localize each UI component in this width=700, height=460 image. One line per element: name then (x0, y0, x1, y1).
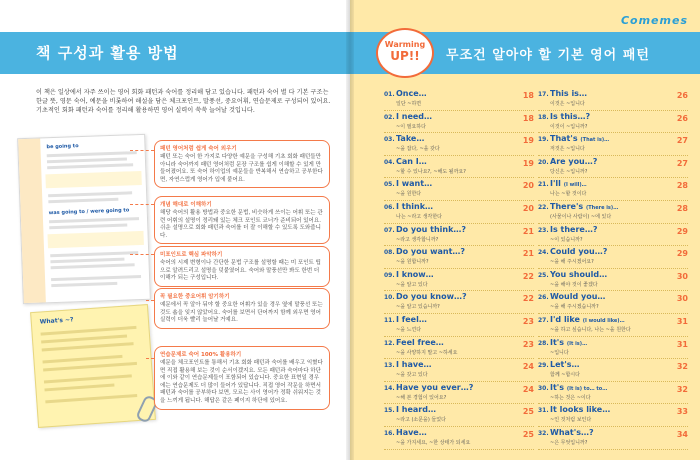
entry-phrase (396, 428, 427, 437)
entry-phrase-sub: (It is) to… to… (566, 385, 608, 392)
entry-number: 07. (384, 226, 395, 234)
entry-page-number: 29 (676, 226, 688, 236)
entry-phrase-main: I need… (396, 111, 433, 121)
entry-phrase-sub: (I would like)… (582, 317, 625, 324)
entry-phrase (396, 270, 434, 279)
entry-page-number: 31 (676, 316, 688, 326)
entry-meaning: ~이 필요하다 (396, 123, 426, 130)
entry-number: 22. (538, 203, 549, 211)
pattern-entry[interactable] (538, 156, 688, 179)
callout-exercise (154, 346, 330, 410)
entry-number: 20. (538, 158, 549, 166)
callout-concept (154, 196, 330, 244)
pattern-entry[interactable] (384, 359, 534, 382)
pattern-entry[interactable] (384, 382, 534, 405)
thumbnail-highlight (48, 231, 144, 248)
entry-meaning: 나는 ~라고 생각한다 (396, 213, 443, 220)
thumbnail-line (47, 157, 127, 163)
callout-connector (130, 204, 154, 205)
entry-phrase (550, 383, 607, 392)
pattern-entry[interactable] (384, 269, 534, 292)
entry-meaning: ~을 원합니까? (396, 259, 429, 266)
thumbnail-line (44, 374, 132, 383)
entry-phrase-main: Do you think…? (396, 224, 467, 234)
entry-phrase (396, 134, 424, 143)
entry-phrase-main: I want… (396, 179, 433, 189)
entry-meaning: 저것은 ~입니다 (550, 146, 585, 153)
entry-phrase (396, 338, 444, 347)
entry-page-number: 18 (522, 91, 534, 100)
entry-meaning: 나는 ~할 것이다 (550, 191, 587, 198)
thumbnail-line (47, 163, 133, 169)
entry-phrase (396, 360, 432, 369)
thumbnail-line (42, 342, 134, 351)
pattern-entry[interactable] (384, 246, 534, 269)
entry-meaning: ~을 알고 있다 (396, 281, 428, 288)
entry-meaning: 당신은 ~입니까? (550, 168, 588, 175)
thumbnail-line (51, 263, 135, 269)
entry-phrase-main: Have… (396, 427, 427, 437)
pattern-entry[interactable] (538, 246, 688, 269)
entry-phrase-main: I'll (550, 179, 561, 189)
entry-phrase-main: I heard… (396, 405, 436, 415)
entry-meaning: (사물이나 사람이) ~에 있다 (550, 213, 612, 220)
pattern-entry[interactable] (538, 382, 688, 405)
entry-phrase-main: Take… (396, 134, 425, 144)
entry-page-number: 26 (676, 113, 688, 123)
pattern-entry[interactable] (384, 291, 534, 314)
callout-body: 패턴 또는 숙어 한 가지로 다양한 예문을 구성해 기초 회화 패턴들만 아니라 숙어까지 패턴 영어처럼 문장 구조를 쉽게 이해할 수 있게 만들어졌어요. 또 숙어 하이업의 예문들을 반복해서 연습하고 공부한다면, 자연스럽게 영어가 입에 붙어요. (160, 154, 323, 183)
thumbnail-line (50, 251, 138, 257)
entry-phrase-main: What's…? (550, 427, 594, 437)
entry-phrase-main: Once… (396, 89, 427, 98)
entry-number: 01. (384, 91, 395, 98)
entry-page-number: 21 (522, 226, 534, 236)
callout-heading: 연습문제로 숙어 100% 활용하기 (160, 352, 242, 358)
entry-phrase-main: Do you know…? (396, 292, 467, 302)
entry-phrase-sub: (That is)… (580, 137, 610, 144)
entry-page-number: 27 (676, 136, 688, 146)
pattern-entry[interactable] (384, 133, 534, 156)
entry-phrase-sub: (I will)… (563, 182, 587, 189)
entry-phrase (396, 157, 427, 166)
pattern-entry[interactable] (384, 178, 534, 201)
entry-phrase (550, 338, 587, 347)
entry-number: 08. (384, 249, 395, 257)
entry-phrase-main: That's (550, 134, 578, 144)
thumbnail-line (51, 275, 141, 281)
entry-meaning: 일단 ~하면 (396, 101, 422, 107)
entry-number: 06. (384, 203, 395, 211)
thumbnail-line (42, 355, 122, 364)
entry-phrase-sub: (It is)… (566, 340, 588, 347)
entry-phrase (550, 157, 597, 166)
callout-memorize (154, 140, 330, 188)
entry-number: 13. (384, 362, 395, 370)
pattern-entry[interactable] (384, 427, 534, 450)
callout-vocabulary (154, 288, 330, 329)
entry-number: 30. (538, 384, 549, 392)
entry-page-number: 28 (676, 181, 688, 191)
callout-body: 해당 숙어의 활용 방법과 중요한 문법, 비슷하게 쓰이는 어휘 또는 관련 어휘의 설명이 정리돼 있는 체크 포인트 코너가 준비되어 있어요. 쉬운 설명으로 회화 패턴과 숙어를 더 잘 이해할 수 있도록 도와줍니다. (160, 210, 323, 239)
intro-paragraph: 이 책은 일상에서 자주 쓰이는 영어 회화 패턴과 숙어를 정리해 담고 있습니다. 패턴과 숙어 별 다 기본 구조는 한글 뜻, 영문 숙어, 예문을 비롯하여 해설을 담은 체크포인트, 말풍선, 중요어휘, 연습문제로 구성되어 있어요. 기초적인 회화 패턴과 숙어를 정리해 활용하면 영어 실력이 쑥쑥 늘어날 것입니다. (36, 89, 331, 115)
entry-meaning: ~을 가지세요, ~한 상태가 되세요 (396, 439, 471, 446)
entry-page-number: 28 (676, 203, 688, 213)
entry-phrase-main: There's (550, 201, 584, 211)
pattern-entry[interactable] (384, 111, 534, 134)
entry-phrase-main: Can I… (396, 156, 427, 166)
thumbnail-line (50, 258, 124, 264)
pattern-entry[interactable] (538, 111, 688, 134)
entry-phrase-main: It looks like… (550, 405, 611, 415)
entry-number: 21. (538, 181, 549, 189)
pattern-list-left (384, 88, 534, 450)
entry-phrase (396, 112, 432, 121)
thumbnail-subheading: was going to / were going to (48, 207, 130, 217)
entry-number: 09. (384, 271, 395, 279)
entry-phrase (550, 405, 610, 414)
entry-phrase-main: Could you…? (550, 247, 608, 257)
entry-number: 02. (384, 113, 395, 121)
entry-page-number: 22 (522, 271, 534, 281)
entry-meaning: ~할 수 있나요?, ~해도 될까요? (396, 168, 466, 175)
callout-heading: 꼭 필요한 중요어휘 암기하기 (160, 294, 230, 300)
entry-number: 25. (538, 271, 549, 279)
pattern-list-right (538, 88, 688, 450)
warming-up-badge (376, 28, 434, 78)
pattern-entry[interactable] (384, 224, 534, 247)
entry-phrase-main: Do you want…? (396, 247, 466, 257)
sample-page-thumbnail (17, 134, 151, 304)
entry-phrase (550, 202, 618, 211)
brand-logo: Comemes (620, 14, 688, 27)
entry-number: 29. (538, 362, 549, 370)
entry-number: 23. (538, 226, 549, 234)
entry-phrase-main: I'd like (550, 314, 580, 324)
pattern-entry[interactable] (538, 359, 688, 382)
entry-phrase (396, 179, 432, 188)
entry-page-number: 23 (522, 339, 534, 349)
entry-phrase-main: It's (550, 382, 565, 392)
entry-phrase-main: You should… (550, 269, 608, 279)
thumbnail-line (51, 282, 117, 287)
entry-phrase (550, 179, 587, 188)
exercise-thumbnail-heading: What's ~? (39, 316, 74, 326)
entry-meaning: 함께 ~합시다 (550, 372, 580, 379)
pattern-entry[interactable] (538, 201, 688, 224)
pattern-entry[interactable] (384, 404, 534, 427)
thumbnail-highlight (45, 171, 141, 188)
entry-page-number: 31 (676, 339, 688, 349)
entry-meaning: ~이 있습니까? (550, 236, 583, 243)
callout-connector (146, 300, 154, 301)
entry-page-number: 25 (522, 429, 534, 439)
entry-page-number: 20 (522, 203, 534, 213)
entry-page-number: 24 (522, 384, 534, 394)
entry-page-number: 24 (522, 362, 534, 372)
entry-phrase-main: I have… (396, 360, 432, 370)
entry-page-number: 18 (522, 113, 534, 123)
callout-connector (130, 150, 154, 151)
left-page-title: 책 구성과 활용 방법 (36, 44, 179, 62)
entry-phrase (396, 89, 427, 98)
entry-phrase (550, 247, 607, 256)
entry-meaning: ~을 사양하지 말고 ~하세요 (396, 349, 458, 356)
entry-page-number: 30 (676, 294, 688, 304)
thumbnail-line (48, 191, 132, 197)
entry-phrase (550, 225, 597, 234)
entry-phrase-main: Let's… (550, 360, 580, 370)
callout-heading: 패턴 영어처럼 쉽게 숙어 외우기 (160, 146, 237, 152)
book-gutter (346, 0, 354, 460)
entry-meaning: ~라고 (소문을) 들었다 (396, 417, 446, 424)
thumbnail-line (43, 362, 137, 372)
entry-number: 24. (538, 249, 549, 257)
entry-phrase-main: I know… (396, 269, 434, 279)
entry-phrase (396, 315, 427, 324)
entry-phrase (396, 292, 467, 301)
entry-meaning: ~라고 생각합니까? (396, 236, 439, 243)
entry-phrase (396, 247, 465, 256)
entry-meaning: ~을 하고 싶습니다, 나는 ~을 원한다 (550, 326, 631, 333)
pattern-entry[interactable] (538, 314, 688, 337)
entry-meaning: ~은 무엇입니까? (550, 439, 588, 446)
entry-page-number: 19 (522, 158, 534, 168)
badge-line-2: UP!! (390, 49, 420, 63)
entry-page-number: 32 (676, 362, 688, 372)
entry-phrase-main: Are you…? (550, 156, 598, 166)
thumbnail-line (45, 394, 137, 403)
pattern-entry[interactable] (384, 337, 534, 360)
pattern-entry[interactable] (538, 133, 688, 156)
entry-page-number: 29 (676, 249, 688, 259)
entry-meaning: ~을 잡다, ~을 갖다 (396, 146, 440, 153)
entry-page-number: 21 (522, 249, 534, 259)
entry-page-number: 20 (522, 181, 534, 191)
entry-page-number: 30 (676, 271, 688, 281)
entry-phrase (550, 292, 605, 301)
right-page-title: 무조건 알아야 할 기본 영어 패턴 (446, 48, 650, 63)
thumbnail-line (49, 217, 139, 223)
entry-phrase (550, 89, 587, 98)
entry-number: 17. (538, 91, 549, 98)
entry-page-number: 26 (676, 91, 688, 100)
pattern-entry[interactable] (384, 156, 534, 179)
entry-number: 12. (384, 339, 395, 347)
entry-number: 11. (384, 316, 395, 324)
entry-phrase (396, 405, 436, 414)
entry-phrase-main: Feel free… (396, 337, 444, 347)
pattern-entry[interactable] (538, 88, 688, 111)
callout-body: 예문을 체크포인트를 통해서 기초 회화 패턴과 숙어를 배우고 익혔다면 직접 활용해 보는 것이 순서이겠지요. 모든 패턴과 숙어마다 하단에 이와 같이 연습문제들이 포함되어 있습니다. 중요한 표현일 경우에는 연습문제도 더 많이 들어가 있답니다. 직접 영어 작문을 하면서 패턴과 숙어를 공부하다 보면, 모르는 사이 영어가 정확 쉬워지는 것을 느끼게 됩니다. 해답은 같은 페이지 하단에 있어요. (160, 360, 323, 404)
entry-number: 32. (538, 429, 549, 437)
pattern-entry[interactable] (384, 314, 534, 337)
pattern-entry[interactable] (538, 291, 688, 314)
callout-heading: 개념 해대로 이해하기 (160, 202, 212, 208)
entry-meaning: ~을 알고 있습니까? (396, 304, 440, 311)
entry-meaning: ~을 갖고 있다 (396, 372, 428, 379)
entry-number: 16. (384, 429, 395, 437)
entry-phrase (550, 315, 625, 324)
entry-number: 28. (538, 339, 549, 347)
thumbnail-line (49, 223, 127, 229)
thumbnail-line (48, 198, 118, 203)
entry-phrase-main: It's (550, 337, 565, 347)
thumbnail-line (44, 384, 114, 392)
entry-number: 27. (538, 316, 549, 324)
entry-meaning: ~하는 것은 ~이다 (550, 394, 591, 401)
entry-phrase-sub: (There is)… (585, 204, 619, 211)
pattern-entry[interactable] (538, 337, 688, 360)
entry-phrase (396, 225, 466, 234)
entry-phrase-main: Is this…? (550, 111, 591, 121)
entry-number: 18. (538, 113, 549, 121)
entry-meaning: ~인 것처럼 보인다 (550, 417, 592, 424)
entry-phrase-main: Have you ever…? (396, 382, 474, 392)
entry-number: 15. (384, 407, 395, 415)
callout-point (154, 246, 330, 287)
entry-meaning: ~입니다 (550, 349, 569, 356)
entry-number: 05. (384, 181, 395, 189)
thumbnail-line (41, 335, 127, 344)
entry-meaning: ~을 원한다 (396, 191, 422, 198)
entry-number: 03. (384, 136, 395, 144)
pattern-entry[interactable] (384, 201, 534, 224)
right-page (350, 0, 700, 460)
entry-meaning: ~을 해 주시겠습니까? (550, 304, 599, 311)
entry-meaning: ~을 해야 것이 좋겠다 (550, 281, 598, 288)
entry-meaning: ~을 해 주시겠어요? (550, 259, 594, 266)
entry-phrase (550, 270, 607, 279)
entry-phrase (396, 202, 433, 211)
callout-heading: 미포인트로 핵심 파악하기 (160, 252, 223, 258)
entry-number: 10. (384, 294, 395, 302)
entry-meaning: 이것이 ~입니까? (550, 123, 588, 130)
entry-phrase-main: I feel… (396, 314, 427, 324)
entry-phrase (550, 428, 594, 437)
pattern-entry[interactable] (538, 178, 688, 201)
badge-line-1: Warming (384, 40, 426, 49)
pattern-entry[interactable] (538, 269, 688, 292)
thumbnail-heading: be going to (46, 143, 79, 151)
entry-number: 14. (384, 384, 395, 392)
entry-phrase (550, 134, 609, 143)
exercise-page-thumbnail (30, 304, 156, 428)
entry-number: 04. (384, 158, 395, 166)
entry-phrase (550, 112, 590, 121)
entry-page-number: 32 (676, 384, 688, 394)
entry-page-number: 34 (676, 429, 688, 439)
callout-connector (130, 254, 154, 255)
entry-phrase-main: I think… (396, 201, 434, 211)
entry-meaning: ~해 본 경험이 있어요? (396, 394, 447, 401)
callout-connector (146, 358, 154, 359)
entry-number: 31. (538, 407, 549, 415)
entry-number: 19. (538, 136, 549, 144)
pattern-entry[interactable] (538, 224, 688, 247)
entry-page-number: 23 (522, 316, 534, 326)
entry-phrase-main: This is… (550, 89, 587, 98)
entry-page-number: 33 (676, 407, 688, 417)
pattern-entry[interactable] (384, 88, 534, 111)
callout-body: 예문에서 꼭 알아 둬야 할 중요한 어휘가 있을 경우 옆에 말풍선 또는 것도 숍을 잊지 않았어요. 숙어를 보면서 단어까지 함께 외우면 영어 실력이 더욱 빨리 늘어날 거예요. (160, 302, 323, 324)
entry-page-number: 22 (522, 294, 534, 304)
entry-phrase (550, 360, 580, 369)
thumbnail-line (47, 151, 137, 157)
pattern-entry[interactable] (538, 427, 688, 450)
thumbnail-side-strip (18, 138, 46, 303)
pattern-entry[interactable] (538, 404, 688, 427)
entry-phrase-main: Would you… (550, 292, 606, 302)
entry-page-number: 19 (522, 136, 534, 146)
callout-body: 숙어의 시제 변형이나 간단한 문법 구조를 설명할 때는 미 포인트 팁으로 알려드리고 설명을 덧붙였어요. 숙어와 말풍선만 봐도 한번 더 이해가 되는 구성입니다. (160, 260, 321, 282)
entry-phrase (396, 383, 473, 392)
entry-page-number: 27 (676, 158, 688, 168)
entry-meaning: ~을 느낀다 (396, 326, 422, 333)
entry-number: 26. (538, 294, 549, 302)
entry-meaning: 이것은 ~입니다 (550, 101, 585, 107)
entry-phrase-main: Is there…? (550, 224, 598, 234)
entry-page-number: 25 (522, 407, 534, 417)
